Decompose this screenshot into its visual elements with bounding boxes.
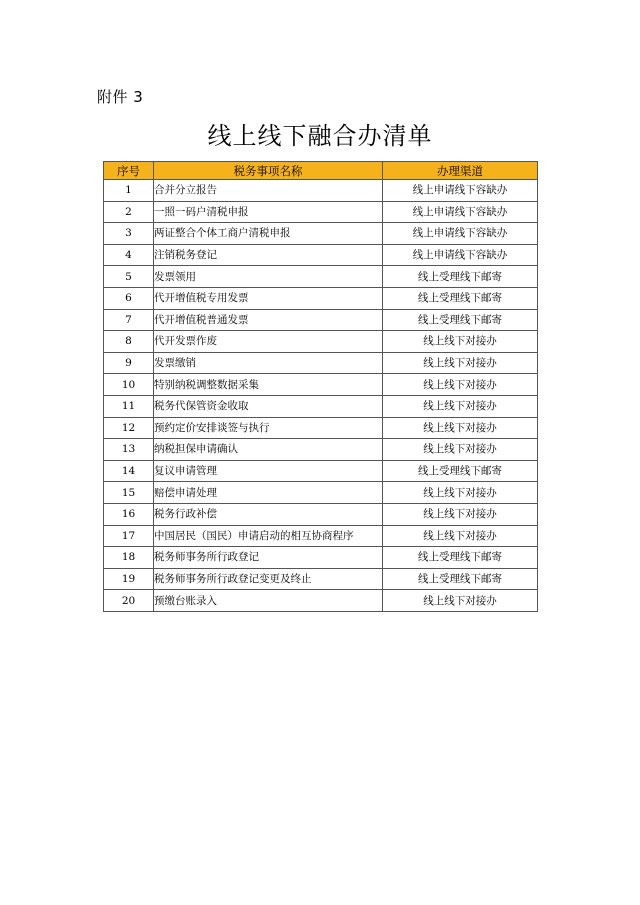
row-item-name: 一照一码户清税申报 — [154, 201, 383, 223]
row-number: 13 — [104, 439, 154, 461]
row-number: 20 — [104, 590, 154, 612]
row-item-name: 预约定价安排谈签与执行 — [154, 417, 383, 439]
row-channel: 线上申请线下容缺办 — [383, 244, 538, 266]
row-channel: 线上受理线下邮寄 — [383, 460, 538, 482]
row-number: 18 — [104, 547, 154, 569]
service-list-table — [103, 161, 538, 612]
row-channel: 线上申请线下容缺办 — [383, 180, 538, 202]
table-row — [104, 374, 538, 396]
row-channel: 线上受理线下邮寄 — [383, 266, 538, 288]
row-item-name: 预缴台账录入 — [154, 590, 383, 612]
page-title: 线上线下融合办清单 — [207, 122, 433, 150]
row-channel: 线上线下对接办 — [383, 503, 538, 525]
row-channel: 线上线下对接办 — [383, 590, 538, 612]
row-number: 6 — [104, 287, 154, 309]
row-channel: 线上线下对接办 — [383, 439, 538, 461]
table-row — [104, 352, 538, 374]
table-row — [104, 331, 538, 353]
column-header-channel: 办理渠道 — [383, 162, 538, 180]
row-channel: 线上申请线下容缺办 — [383, 201, 538, 223]
row-item-name: 赔偿申请处理 — [154, 482, 383, 504]
row-channel: 线上线下对接办 — [383, 331, 538, 353]
table-row — [104, 223, 538, 245]
row-number: 5 — [104, 266, 154, 288]
row-number: 19 — [104, 568, 154, 590]
row-channel: 线上受理线下邮寄 — [383, 287, 538, 309]
row-item-name: 税务代保管资金收取 — [154, 395, 383, 417]
table-row — [104, 460, 538, 482]
row-number: 16 — [104, 503, 154, 525]
column-header-number: 序号 — [104, 162, 154, 180]
row-item-name: 税务师事务所行政登记 — [154, 547, 383, 569]
row-channel: 线上线下对接办 — [383, 352, 538, 374]
row-item-name: 代开增值税普通发票 — [154, 309, 383, 331]
row-item-name: 代开增值税专用发票 — [154, 287, 383, 309]
row-item-name: 代开发票作废 — [154, 331, 383, 353]
table-row — [104, 482, 538, 504]
table-row — [104, 503, 538, 525]
table-row — [104, 590, 538, 612]
row-item-name: 税务师事务所行政登记变更及终止 — [154, 568, 383, 590]
row-item-name: 发票领用 — [154, 266, 383, 288]
table-row — [104, 439, 538, 461]
row-item-name: 纳税担保申请确认 — [154, 439, 383, 461]
row-item-name: 注销税务登记 — [154, 244, 383, 266]
table-row — [104, 180, 538, 202]
row-number: 8 — [104, 331, 154, 353]
table-row — [104, 525, 538, 547]
table-row — [104, 417, 538, 439]
row-item-name: 特别纳税调整数据采集 — [154, 374, 383, 396]
table-header-row — [104, 162, 538, 180]
row-number: 4 — [104, 244, 154, 266]
row-item-name: 两证整合个体工商户清税申报 — [154, 223, 383, 245]
row-channel: 线上受理线下邮寄 — [383, 309, 538, 331]
row-channel: 线上线下对接办 — [383, 417, 538, 439]
table-row — [104, 287, 538, 309]
table-row — [104, 547, 538, 569]
table-row — [104, 201, 538, 223]
row-item-name: 税务行政补偿 — [154, 503, 383, 525]
row-channel: 线上受理线下邮寄 — [383, 568, 538, 590]
row-number: 11 — [104, 395, 154, 417]
row-number: 12 — [104, 417, 154, 439]
row-number: 9 — [104, 352, 154, 374]
row-number: 15 — [104, 482, 154, 504]
table-row — [104, 244, 538, 266]
row-item-name: 发票缴销 — [154, 352, 383, 374]
column-header-item-name: 税务事项名称 — [154, 162, 383, 180]
row-channel: 线上线下对接办 — [383, 374, 538, 396]
row-number: 14 — [104, 460, 154, 482]
row-channel: 线上申请线下容缺办 — [383, 223, 538, 245]
row-number: 3 — [104, 223, 154, 245]
row-number: 7 — [104, 309, 154, 331]
row-channel: 线上线下对接办 — [383, 525, 538, 547]
attachment-label: 附件 3 — [97, 88, 144, 106]
table-row — [104, 568, 538, 590]
table-row — [104, 395, 538, 417]
row-item-name: 复议申请管理 — [154, 460, 383, 482]
row-item-name: 中国居民（国民）申请启动的相互协商程序 — [154, 525, 383, 547]
row-number: 10 — [104, 374, 154, 396]
row-number: 17 — [104, 525, 154, 547]
row-channel: 线上线下对接办 — [383, 395, 538, 417]
row-channel: 线上受理线下邮寄 — [383, 547, 538, 569]
table-row — [104, 309, 538, 331]
table-row — [104, 266, 538, 288]
row-channel: 线上线下对接办 — [383, 482, 538, 504]
row-item-name: 合并分立报告 — [154, 180, 383, 202]
row-number: 2 — [104, 201, 154, 223]
row-number: 1 — [104, 180, 154, 202]
